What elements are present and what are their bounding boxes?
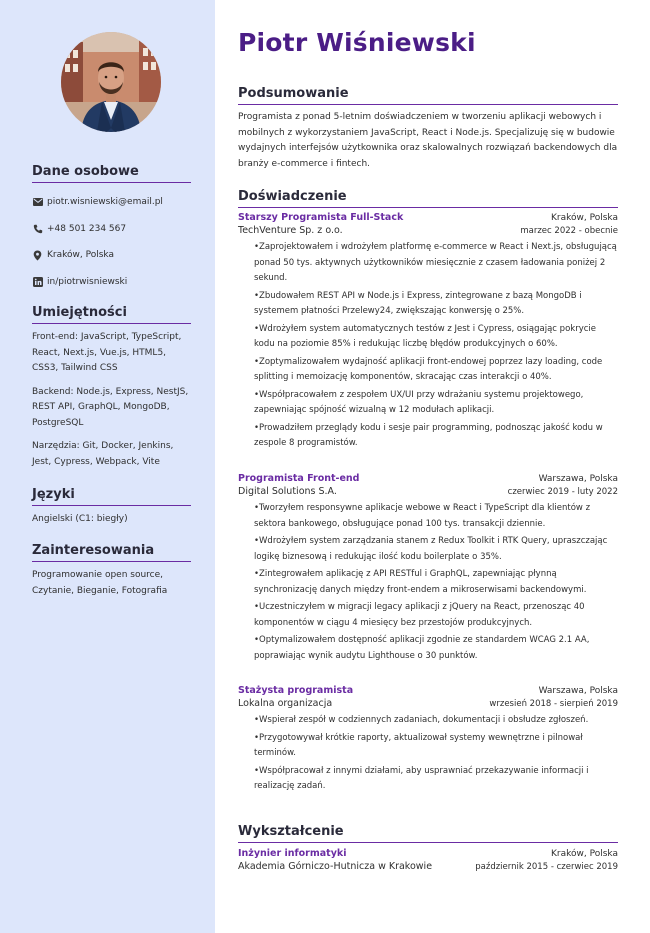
job-dates: wrzesień 2018 - sierpień 2019 — [489, 699, 618, 709]
job-bullet: • Uczestniczyłem w migracji legacy aplikacji z jQuery na React, przenosząc 40 komponentów w ciągu 4 miesięcy bez przestojów produkcyjnych. — [254, 600, 618, 631]
job-bullets — [238, 240, 618, 452]
contact-email[interactable] — [32, 189, 191, 216]
job-bullet: • Prowadziłem przeglądy kodu i sesje pair programming, podnosząc jakość kodu w zespole 8 programistów. — [254, 421, 618, 452]
contact-linkedin[interactable] — [32, 269, 191, 296]
job-bullet: • Przygotowywał krótkie raporty, aktualizował systemy wewnętrzne i pilnował terminów. — [254, 731, 618, 762]
job-bullet: • Zintegrowałem aplikację z API RESTful i GraphQL, zapewniając płynną synchronizację danych między front-endem a mikroserwisami backendowymi. — [254, 567, 618, 598]
job-dates: czerwiec 2019 - luty 2022 — [507, 487, 618, 497]
linkedin-icon — [32, 276, 43, 287]
linkedin-text: in/piotrwisniewski — [47, 276, 128, 287]
interests-section — [32, 543, 191, 599]
languages-heading: Języki — [32, 487, 191, 506]
job-bullet: • Wdrożyłem system automatycznych testów z Jest i Cypress, osiągając pokrycie kodu na poziomie 85% i redukując liczbę błędów produkcyjnych o 60%. — [254, 322, 618, 353]
job-title: Starszy Programista Full-Stack — [238, 212, 404, 223]
experience-heading: Doświadczenie — [238, 189, 618, 208]
location-text: Kraków, Polska — [47, 250, 114, 261]
email-text: piotr.wisniewski@email.pl — [47, 197, 163, 208]
job-company: TechVenture Sp. z o.o. — [238, 225, 343, 236]
job-dates: marzec 2022 - obecnie — [520, 226, 618, 236]
education-location: Kraków, Polska — [551, 849, 618, 859]
education-heading: Wykształcenie — [238, 824, 618, 843]
skills-section — [32, 305, 191, 470]
job-bullet: • Wdrożyłem system zarządzania stanem z Redux Toolkit i RTK Query, upraszczając logikę biznesową i redukując ilość kodu boilerplate o 35%. — [254, 534, 618, 565]
summary-heading: Podsumowanie — [238, 86, 618, 105]
job-bullet: • Współpracowałem z zespołem UX/UI przy wdrażaniu systemu projektowego, zapewniając spójność wizualną w 12 modułach aplikacji. — [254, 388, 618, 419]
skills-backend: Backend: Node.js, Express, NestJS, REST API, GraphQL, MongoDB, PostgreSQL — [32, 386, 189, 428]
person-name: Piotr Wiśniewski — [238, 28, 476, 57]
education-section — [238, 824, 618, 843]
personal-heading: Dane osobowe — [32, 164, 191, 183]
school-name: Akademia Górniczo-Hutnicza w Krakowie — [238, 861, 433, 872]
job-company: Digital Solutions S.A. — [238, 486, 337, 497]
skills-heading: Umiejętności — [32, 305, 191, 324]
interests-heading: Zainteresowania — [32, 543, 191, 562]
education-entry — [238, 848, 618, 872]
job-bullet: • Tworzyłem responsywne aplikacje webowe w React i TypeScript dla klientów z sektora bankowego, obsługujące ponad 100 tys. transakcji dziennie. — [254, 501, 618, 532]
education-dates: październik 2015 - czerwiec 2019 — [475, 862, 618, 872]
contact-location — [32, 242, 191, 269]
job-bullet: • Zbudowałem REST API w Node.js i Express, zintegrowane z bazą MongoDB i systemem płatności Przelewy24, zwiększając konwersję o 25%. — [254, 289, 618, 320]
job-bullet: • Optymalizowałem dostępność aplikacji zgodnie ze standardem WCAG 2.1 AA, poprawiając wynik audytu Lighthouse o 30 punktów. — [254, 633, 618, 664]
job-bullet: • Zaprojektowałem i wdrożyłem platformę e-commerce w React i Next.js, obsługującą ponad 50 tys. aktywnych użytkowników miesięcznie z czasem ładowania poniżej 2 sekund. — [254, 240, 618, 287]
skills-frontend: Front-end: JavaScript, TypeScript, React, Next.js, Vue.js, HTML5, CSS3, Tailwind CSS — [32, 332, 182, 373]
job-bullet: • Współpracował z innymi działami, aby usprawniać przekazywanie informacji i realizację zadań. — [254, 764, 618, 795]
phone-icon — [32, 223, 43, 234]
location-pin-icon — [32, 250, 43, 261]
email-icon — [32, 197, 43, 208]
languages-text: Angielski (C1: biegły) — [32, 514, 128, 524]
contact-phone[interactable] — [32, 216, 191, 243]
profile-photo — [61, 32, 161, 132]
job-location: Kraków, Polska — [551, 213, 618, 223]
job-bullet: • Wspierał zespół w codziennych zadaniach, dokumentacji i obsłudze zgłoszeń. — [254, 713, 618, 729]
job-location: Warszawa, Polska — [538, 474, 618, 484]
experience-section — [238, 189, 618, 208]
job-title: Programista Front-end — [238, 473, 360, 484]
skills-tools: Narzędzia: Git, Docker, Jenkins, Jest, Cypress, Webpack, Vite — [32, 441, 174, 467]
job-bullets — [238, 713, 618, 795]
summary-text: Programista z ponad 5-letnim doświadczeniem w tworzeniu aplikacji webowych i mobilnych z wykorzystaniem JavaScript, React i Node.js. Specjalizuję się w budowie wydajnych interfejsów użytkownika oraz skalowalnych rozwiązań backendowych dla branży e-commerce i fintech. — [238, 112, 618, 169]
avatar — [61, 32, 161, 132]
job-location: Warszawa, Polska — [538, 686, 618, 696]
job-title: Stażysta programista — [238, 685, 354, 696]
interests-text: Programowanie open source, Czytanie, Bieganie, Fotografia — [32, 570, 168, 596]
degree-title: Inżynier informatyki — [238, 848, 347, 859]
job-bullet: • Zoptymalizowałem wydajność aplikacji front-endowej poprzez lazy loading, code splitting i memoizację komponentów, skracając czas interakcji o 40%. — [254, 355, 618, 386]
personal-section — [32, 164, 191, 295]
job-entry — [238, 473, 618, 666]
job-entry — [238, 685, 618, 797]
phone-text: +48 501 234 567 — [47, 223, 127, 234]
job-company: Lokalna organizacja — [238, 698, 333, 709]
job-bullets — [238, 501, 618, 664]
languages-section — [32, 487, 191, 528]
summary-section — [238, 86, 618, 172]
job-entry — [238, 212, 618, 454]
